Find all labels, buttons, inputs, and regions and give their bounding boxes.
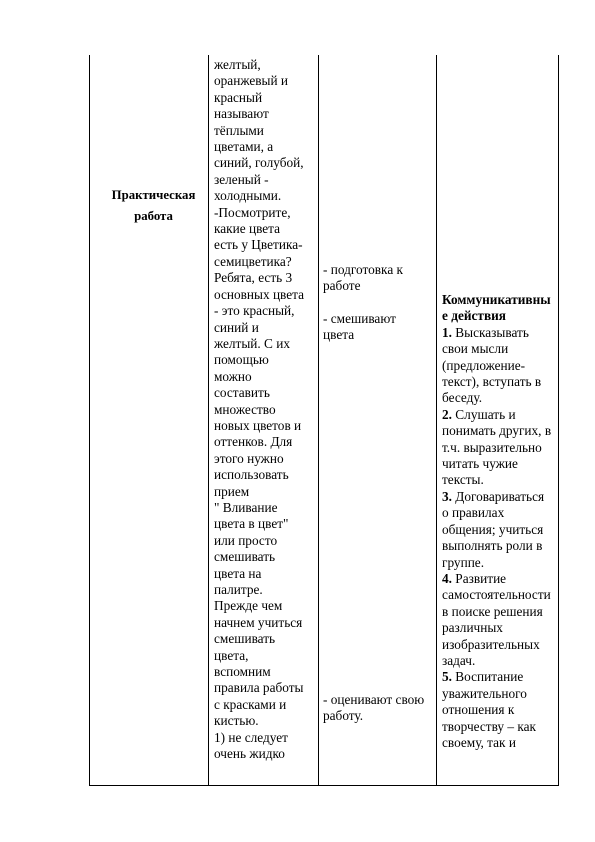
text-line: текст), вступать в [442,374,542,390]
text-line: цвета на [214,565,262,581]
table-border-bottom [89,785,559,786]
text-line: оттенков. Для [214,434,293,450]
list-item: 4. Развитие [442,570,507,586]
text-line: понимать других, в [442,423,552,439]
lesson-table [89,55,559,786]
item-number: 2. [442,406,452,422]
text-line: цвета, [214,647,249,663]
text-line: использовать [214,467,289,483]
competencies-heading: е действия [442,308,506,324]
text-line: красный [214,89,263,105]
text-line: - смешивают [323,310,396,326]
text-line: в поиске решения [442,603,543,619]
text-line: выполнять роли в [442,538,543,554]
text-line: общения; учиться [442,521,544,537]
text-line: Прежде чем [214,598,283,614]
text-line: зеленый - [214,171,269,187]
stage-heading [97,185,210,227]
text-line: семицветика? [214,253,292,269]
text-line: составить [214,385,270,401]
text-line: с красками и [214,696,287,712]
text-line: - оценивают свою [323,691,425,707]
text-line: желтый, [214,57,261,72]
text-line: оранжевый и [214,73,288,89]
text-line: творчеству – как [442,718,536,734]
text-line: (предложение- [442,357,526,373]
text-line: правила работы [214,680,304,696]
text-line: самостоятельности [442,587,551,603]
text-line: цветами, а [214,139,274,155]
student-activity-text [323,262,423,724]
competencies-text [442,292,559,751]
list-item: 1. Высказывать [442,324,529,340]
text-line: цвета в цвет" [214,516,289,532]
text-line: отношения к [442,702,515,718]
text-line: новых цветов и [214,417,302,433]
text-line: т.ч. выразительно [442,439,542,455]
text-line: кистью. [214,713,259,729]
text-line: называют [214,106,269,122]
text-line: тексты. [442,472,484,488]
column-divider-3 [436,55,437,786]
item-number: 1. [442,324,452,340]
text-line: уважительного [442,685,527,701]
text-line: Ребята, есть 3 [214,270,293,286]
text-line: смешивать [214,631,276,647]
text-line: о правилах [442,505,505,521]
text-line: работе [323,278,361,294]
text-line: работу. [323,708,364,724]
text-line: читать чужие [442,456,518,472]
text-line: можно [214,368,252,384]
text-line: изобразительных [442,636,540,652]
text-line: свои мысли [442,341,509,357]
item-number: 4. [442,570,452,586]
text-line: очень жидко [214,746,285,762]
list-item: 5. Воспитание [442,669,524,685]
text-line: синий и [214,319,259,335]
text-line: множество [214,401,276,417]
text-line: своему, так и [442,734,516,750]
text-line: помощью [214,352,269,368]
text-line: палитре. [214,582,263,597]
list-item: 2. Слушать и [442,406,516,422]
text-line: - подготовка к [323,262,404,277]
stage-heading-line: работа [134,209,173,223]
text-line: тёплыми [214,122,264,138]
list-item: 3. Договариваться [442,488,545,504]
item-number: 3. [442,488,452,504]
column-divider-1 [208,55,209,786]
text-line: или просто [214,532,278,548]
text-line: вспомним [214,664,271,680]
text-line: беседу. [442,390,483,406]
text-line: смешивать [214,549,276,565]
column-divider-2 [318,55,319,786]
item-number: 5. [442,669,452,685]
text-line: есть у Цветика- [214,237,303,253]
text-line: этого нужно [214,450,284,466]
text-line: основных цвета [214,286,305,302]
text-line: начнем учиться [214,614,303,630]
competencies-heading: Коммуникативны [442,292,551,307]
text-line: какие цвета [214,221,281,237]
text-line: желтый. С их [214,335,291,351]
text-line: задач. [442,652,476,668]
teacher-activity-text [214,57,314,762]
text-line: цвета [323,327,355,343]
table-border-left [89,55,90,786]
text-line: различных [442,620,503,636]
text-line: 1) не следует [214,729,288,745]
text-line: - это красный, [214,303,295,319]
text-line: синий, голубой, [214,155,304,171]
text-line: -Посмотрите, [214,204,291,220]
text-line: группе. [442,554,485,570]
text-line: прием [214,483,250,499]
text-line: " Вливание [214,499,278,515]
stage-heading-line: Практическая [111,188,196,202]
text-line: холодными. [214,188,282,204]
